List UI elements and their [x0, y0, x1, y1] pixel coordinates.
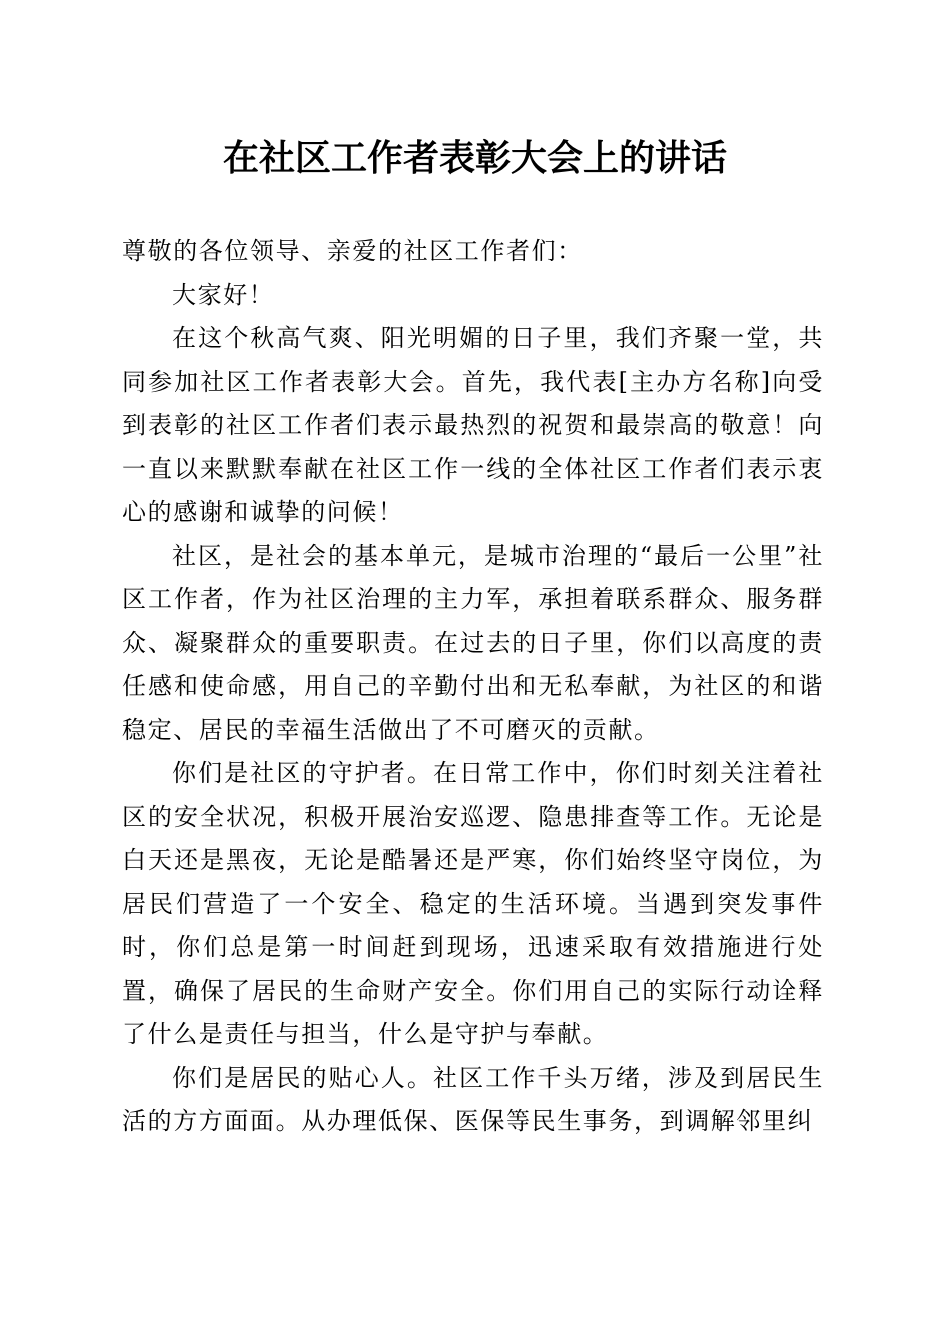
- paragraph-opening: 在这个秋高气爽、阳光明媚的日子里，我们齐聚一堂，共同参加社区工作者表彰大会。首先，我代表[主办方名称]向受到表彰的社区工作者们表示最热烈的祝贺和最崇高的敬意！向一直以来默默奉献在社区工作一线的全体社区工作者们表示衷心的感谢和诚挚的问候！: [122, 324, 824, 526]
- document-title: 在社区工作者表彰大会上的讲话: [222, 137, 727, 179]
- paragraph-community-role: 社区，是社会的基本单元，是城市治理的“最后一公里”社区工作者，作为社区治理的主力军，承担着联系群众、服务群众、凝聚群众的重要职责。在过去的日子里，你们以高度的责任感和使命感，用自己的辛勤付出和无私奉献，为社区的和谐稳定、居民的幸福生活做出了不可磨灭的贡献。: [122, 541, 824, 744]
- paragraph-guardians: 你们是社区的守护者。在日常工作中，你们时刻关注着社区的安全状况，积极开展治安巡逻、隐患排查等工作。无论是白天还是黑夜，无论是酷暑还是严寒，你们始终坚守岗位，为居民们营造了一个安全、稳定的生活环境。当遇到突发事件时，你们总是第一时间赶到现场，迅速采取有效措施进行处置，确保了居民的生命财产安全。你们用自己的实际行动诠释了什么是责任与担当，什么是守护与奉献。: [122, 759, 824, 1048]
- paragraph-greeting: 大家好！: [172, 280, 275, 309]
- paragraph-caretakers: 你们是居民的贴心人。社区工作千头万绪，涉及到居民生活的方方面面。从办理低保、医保等民生事务，到调解邻里纠: [122, 1063, 824, 1135]
- document-body: [122, 230, 824, 1144]
- salutation: 尊敬的各位领导、亲爱的社区工作者们：: [122, 237, 583, 265]
